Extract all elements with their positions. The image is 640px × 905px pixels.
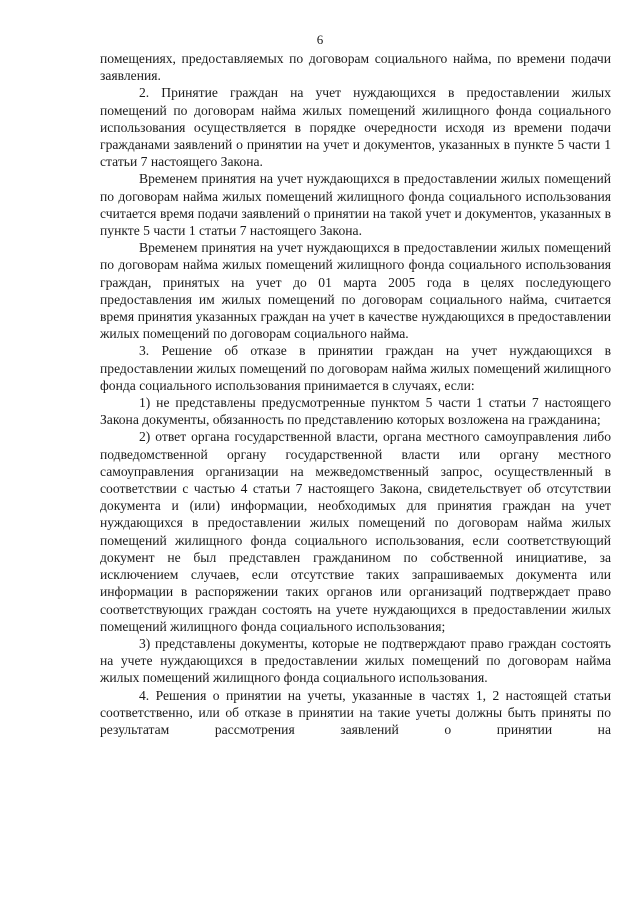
paragraph-clause-2: 2. Принятие граждан на учет нуждающихся в предоставлении жилых помещений по договорам найма жилых помещений жилищного фонда социального использования осуществляется в порядке очередности исходя из времени подачи гражданами заявлений о принятии на учет и документов, указанных в пункте 5 части 1 статьи 7 настоящего Закона. (100, 85, 611, 170)
paragraph-item-2: 2) ответ органа государственной власти, органа местного самоуправления либо подведомственной органу государственной власти или органу местного самоуправления организации на межведомственный запрос, осуществленный в соответствии с частью 4 статьи 7 настоящего Закона, свидетельствует об отсутствии документа и (или) информации, необходимых для принятия граждан на учет нуждающихся в предоставлении жилых помещений по договорам найма жилых помещений жилищного фонда социального использования, если соответствующий документ не был представлен гражданином по собственной инициативе, за исключением случаев, если отсутствие таких запрашиваемых документа или информации в распоряжении таких органов или организаций подтверждает право соответствующих граждан состоять на учете нуждающихся в предоставлении жилых помещений жилищного фонда социального использования; (100, 429, 611, 634)
paragraph-registration-time: Временем принятия на учет нуждающихся в предоставлении жилых помещений по договорам найма жилых помещений жилищного фонда социального использования считается время подачи заявлений о принятии на такой учет и документов, указанных в пункте 5 части 1 статьи 7 настоящего Закона. (100, 171, 611, 239)
paragraph-continuation: помещениях, предоставляемых по договорам социального найма, по времени подачи заявления. (100, 51, 611, 84)
document-body (100, 50, 611, 738)
paragraph-clause-3: 3. Решение об отказе в принятии граждан на учет нуждающихся в предоставлении жилых помещений по договорам найма жилых помещений жилищного фонда социального использования принимается в случаях, если: (100, 343, 611, 393)
paragraph-clause-4: 4. Решения о принятии на учеты, указанные в частях 1, 2 настоящей статьи соответственно, или об отказе в принятии на такие учеты должны быть приняты по результатам рассмотрения заявлений о принятии на (100, 687, 611, 737)
paragraph-registration-time-before-2005: Временем принятия на учет нуждающихся в предоставлении жилых помещений по договорам найма жилых помещений жилищного фонда социального использования граждан, принятых на учет до 01 марта 2005 года в целях последующего предоставления им жилых помещений по договорам социального найма, считается время принятия указанных граждан на учет в качестве нуждающихся в предоставлении жилых помещений по договорам социального найма. (100, 240, 611, 342)
page-number: 6 (316, 32, 324, 47)
paragraph-item-1: 1) не представлены предусмотренные пунктом 5 части 1 статьи 7 настоящего Закона документы, обязанность по представлению которых возложена на гражданина; (100, 395, 611, 428)
paragraph-item-3: 3) представлены документы, которые не подтверждают право граждан состоять на учете нуждающихся в предоставлении жилых помещений по договорам найма жилых помещений жилищного фонда социального использования. (100, 635, 611, 686)
